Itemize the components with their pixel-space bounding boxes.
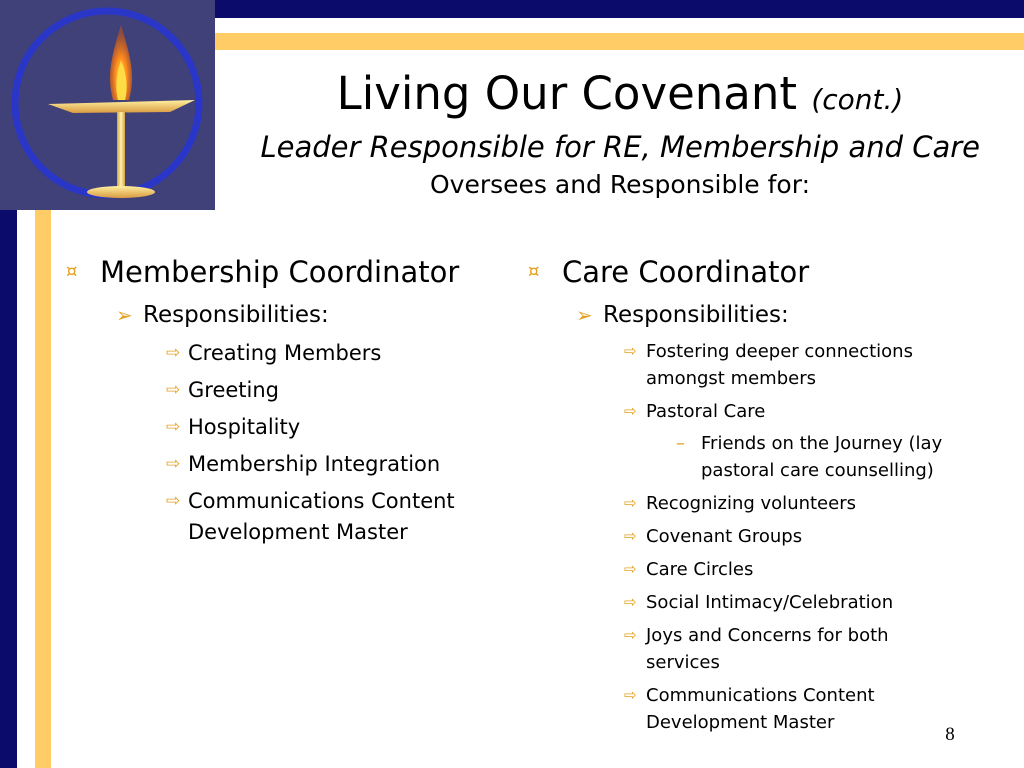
outline-arrow-bullet-icon: ⇨ bbox=[624, 686, 637, 704]
care-column bbox=[524, 252, 994, 736]
care-coordinator-heading: Care Coordinator bbox=[562, 255, 810, 289]
list-item-text: Greeting bbox=[188, 378, 279, 402]
outline-arrow-bullet-icon: ⇨ bbox=[624, 593, 637, 611]
page-number: 8 bbox=[945, 724, 955, 745]
list-item-text: Social Intimacy/Celebration bbox=[646, 592, 894, 613]
open-box-bullet-icon: ¤ bbox=[528, 261, 540, 282]
membership-coordinator-heading: Membership Coordinator bbox=[100, 255, 460, 289]
list-item-text: Fostering deeper connections amongst members bbox=[646, 341, 913, 389]
list-item bbox=[166, 412, 502, 443]
membership-column bbox=[62, 252, 502, 548]
list-item-text: Friends on the Journey (lay pastoral care counselling) bbox=[701, 433, 943, 481]
slide-subtitle2: Oversees and Responsible for: bbox=[429, 170, 810, 199]
slide-title: Living Our Covenant bbox=[336, 67, 798, 120]
list-item bbox=[576, 298, 994, 332]
list-item bbox=[166, 375, 502, 406]
slide-subtitle: Leader Responsible for RE, Membership and Care bbox=[260, 130, 980, 164]
title-block bbox=[230, 66, 1010, 128]
top-navy-bar bbox=[215, 0, 1024, 18]
list-item-text: Care Circles bbox=[646, 559, 754, 580]
list-item bbox=[624, 589, 994, 616]
left-gold-bar bbox=[35, 205, 51, 768]
list-item bbox=[624, 490, 994, 517]
outline-arrow-bullet-icon: ⇨ bbox=[166, 380, 181, 400]
list-item bbox=[624, 338, 994, 392]
list-item-text: Membership Integration bbox=[188, 452, 441, 476]
slide-title-line bbox=[230, 66, 1010, 128]
open-box-bullet-icon: ¤ bbox=[66, 261, 78, 282]
outline-arrow-bullet-icon: ⇨ bbox=[166, 454, 181, 474]
list-item-text: Recognizing volunteers bbox=[646, 493, 856, 514]
list-item bbox=[116, 298, 502, 332]
chalice-logo bbox=[0, 0, 215, 210]
outline-arrow-bullet-icon: ⇨ bbox=[624, 626, 637, 644]
slide-subtitle2-row bbox=[230, 168, 1010, 202]
list-item bbox=[166, 449, 502, 480]
list-item bbox=[524, 252, 994, 292]
list-item-text: Communications Content Development Master bbox=[188, 489, 455, 544]
list-item-text: Communications Content Development Master bbox=[646, 685, 875, 733]
list-item bbox=[624, 622, 994, 676]
list-item bbox=[62, 252, 502, 292]
list-item-text: Hospitality bbox=[188, 415, 301, 439]
list-item-text: Creating Members bbox=[188, 341, 382, 365]
outline-arrow-bullet-icon: ⇨ bbox=[166, 417, 181, 437]
outline-arrow-bullet-icon: ⇨ bbox=[166, 343, 181, 363]
outline-arrow-bullet-icon: ⇨ bbox=[624, 527, 637, 545]
outline-arrow-bullet-icon: ⇨ bbox=[624, 342, 637, 360]
outline-arrow-bullet-icon: ⇨ bbox=[624, 560, 637, 578]
list-item-text: Joys and Concerns for both services bbox=[646, 625, 889, 673]
slide-subtitle-row bbox=[230, 128, 1010, 166]
outline-arrow-bullet-icon: ⇨ bbox=[624, 494, 637, 512]
list-item bbox=[624, 556, 994, 583]
left-navy-bar bbox=[0, 205, 17, 768]
list-item bbox=[166, 486, 502, 548]
list-item bbox=[624, 398, 994, 425]
list-item bbox=[166, 338, 502, 369]
list-item bbox=[624, 523, 994, 550]
outline-arrow-bullet-icon: ⇨ bbox=[624, 402, 637, 420]
responsibilities-label: Responsibilities: bbox=[603, 302, 789, 328]
arrowhead-bullet-icon: ➢ bbox=[576, 303, 593, 327]
dash-bullet-icon: – bbox=[676, 433, 685, 454]
outline-arrow-bullet-icon: ⇨ bbox=[166, 491, 181, 511]
responsibilities-label: Responsibilities: bbox=[143, 302, 329, 328]
list-item-text: Covenant Groups bbox=[646, 526, 803, 547]
arrowhead-bullet-icon: ➢ bbox=[116, 303, 133, 327]
slide-title-suffix: (cont.) bbox=[811, 83, 904, 116]
list-item-text: Pastoral Care bbox=[646, 401, 766, 422]
flaming-chalice-logo-icon bbox=[0, 0, 215, 210]
list-item bbox=[676, 430, 994, 484]
top-gold-bar bbox=[215, 33, 1024, 50]
